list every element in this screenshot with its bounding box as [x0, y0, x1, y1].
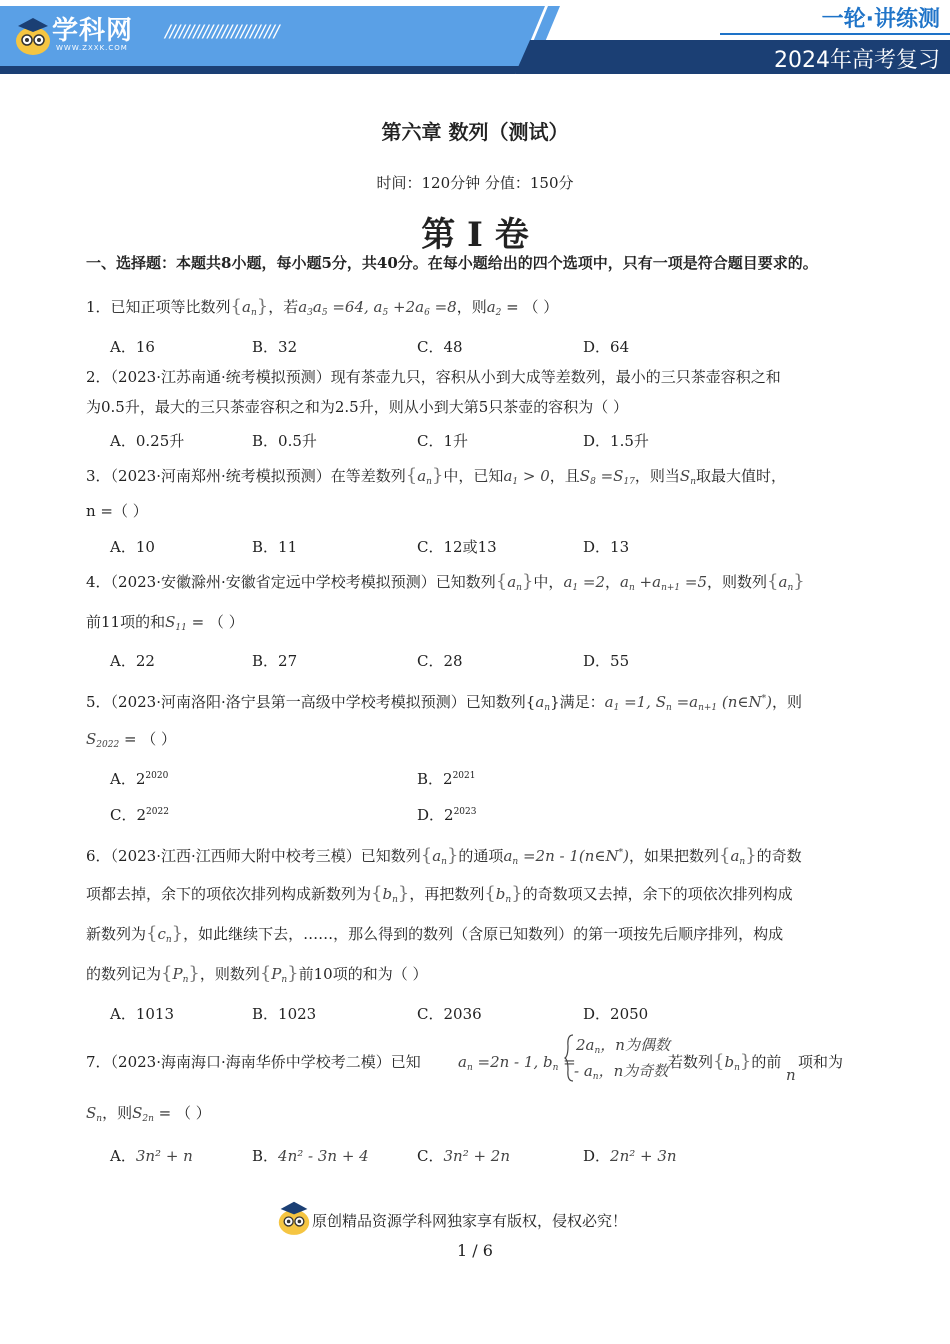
- q7-option-a: A．3n² + n: [110, 1147, 193, 1165]
- q6-option-c: C．2036: [417, 1005, 482, 1023]
- question-7-formula: $a_n =2n - 1$, $b_n$ =: [458, 1053, 576, 1073]
- question-7-suffix: 若数列$\{b_n\}$的前: [668, 1051, 782, 1073]
- question-6-line1: 6．（2023·江西·江西师大附中校考三模）已知数列$\{a_n\}$的通项$a_n =2n$ - 1(n∈N*)，如果把数列$\{a_n\}$的奇数: [86, 845, 802, 867]
- q3-option-d: D．13: [583, 538, 630, 556]
- question-3: 3．（2023·河南郑州·统考模拟预测）在等差数列$\{a_n\}$中，已知$a_1 > 0$，且$S_8 =S_{17}$，则当$S_n$取最大值时，: [86, 465, 786, 487]
- logo-text: 学科网: [52, 16, 134, 46]
- q2-option-d: D．1.5升: [583, 432, 649, 450]
- q7-n-variable: n: [786, 1066, 796, 1084]
- time-info: 时间：120分钟 分值：150分: [376, 174, 574, 192]
- question-2-line1: 2．（2023·江苏南通·统考模拟预测）现有茶壶九只，容积从小到大成等差数列，最小的三只茶壶容积之和: [86, 368, 781, 386]
- q5-option-b: B．$2^{2021}$: [417, 770, 476, 788]
- question-7-line2: $S_n$，则$S_{2n}$ = （ ）: [86, 1104, 211, 1124]
- q1-option-b: B．32: [252, 338, 298, 356]
- section-heading: 一、选择题：本题共8小题，每小题5分，共40分。在每小题给出的四个选项中，只有一项是符合题目要求的。: [86, 254, 818, 272]
- question-6-line4: 的数列记为$\{P_n\}$，则数列$\{P_n\}$前10项的和为（ ）: [86, 963, 428, 985]
- q7-option-c: C．3n² + 2n: [417, 1147, 511, 1165]
- q7-case-odd: - $a_n$，n为奇数: [574, 1062, 669, 1082]
- footer-copyright: 原创精品资源学科网独家享有版权，侵权必究！: [312, 1212, 628, 1230]
- q7-option-d: D．2n² + 3n: [583, 1147, 677, 1165]
- question-2-line2: 为0.5升，最大的三只茶壶容积之和为2.5升，则从小到大第5只茶壶的容积为（ ）: [86, 398, 629, 416]
- question-7-suffix2: 项和为: [798, 1053, 844, 1071]
- q6-option-a: A．1013: [110, 1005, 175, 1023]
- q7-case-even: $2a_n$，n为偶数: [576, 1036, 670, 1056]
- logo-url: WWW.ZXXK.COM: [56, 44, 128, 52]
- q3-option-c: C．12或13: [417, 538, 497, 556]
- header-slashes: ////////////////////////: [165, 22, 279, 42]
- header-tag-bottom: 2024年高考复习: [774, 48, 940, 73]
- q4-option-c: C．28: [417, 652, 463, 670]
- q3-option-a: A．10: [110, 538, 155, 556]
- question-4: 4．（2023·安徽滁州·安徽省定远中学校考模拟预测）已知数列$\{a_n\}$中，$a_1 =2$，$a_n +a_{n+1} =5$，则数列$\{a_n\}$: [86, 571, 805, 593]
- q6-option-b: B．1023: [252, 1005, 317, 1023]
- page-number: 1 / 6: [457, 1241, 493, 1260]
- q2-option-b: B．0.5升: [252, 432, 317, 450]
- question-6-line3: 新数列为$\{c_n\}$，如此继续下去，……，那么得到的数列（含原已知数列）的第一项按先后顺序排列，构成: [86, 923, 784, 945]
- q4-option-b: B．27: [252, 652, 298, 670]
- q5-option-c: C．$2^{2022}$: [110, 806, 169, 824]
- q5-option-d: D．$2^{2023}$: [417, 806, 477, 824]
- page-title: 第六章 数列（测试）: [381, 120, 569, 144]
- question-4-line2: 前11项的和$S_{11}$ = （ ）: [86, 613, 244, 633]
- piecewise-brace-icon: [564, 1034, 574, 1082]
- q6-option-d: D．2050: [583, 1005, 649, 1023]
- footer-mascot-icon: [277, 1198, 311, 1236]
- q2-option-a: A．0.25升: [110, 432, 185, 450]
- q4-option-d: D．55: [583, 652, 630, 670]
- question-7-prefix: 7．（2023·海南海口·海南华侨中学校考二模）已知: [86, 1053, 421, 1071]
- q1-option-d: D．64: [583, 338, 630, 356]
- question-6-line2: 项都去掉，余下的项依次排列构成新数列为$\{b_n\}$，再把数列$\{b_n\}$的奇数项又去掉，余下的项依次排列构成: [86, 883, 793, 905]
- q2-option-c: C．1升: [417, 432, 469, 450]
- q3-option-b: B．11: [252, 538, 298, 556]
- volume-title: 第 I 卷: [421, 215, 529, 255]
- logo-mascot-icon: [14, 14, 52, 56]
- question-3-line2: n =（ ）: [86, 502, 148, 520]
- header-tag-top: 一轮·讲练测: [821, 7, 940, 32]
- q1-option-c: C．48: [417, 338, 463, 356]
- question-5-line2: $S_{2022}$ = （ ）: [86, 730, 177, 750]
- question-1: 1．已知正项等比数列$\{a_n\}$，若$a_3a_5 =64$, $a_5 +2a_6 =8$，则$a_2$ = （ ）: [86, 296, 559, 318]
- q4-option-a: A．22: [110, 652, 155, 670]
- q5-option-a: A．$2^{2020}$: [110, 770, 169, 788]
- q7-option-b: B．4n² - 3n + 4: [252, 1147, 369, 1165]
- question-5: 5．（2023·河南洛阳·洛宁县第一高级中学校考模拟预测）已知数列$\{a_n\}$满足：$a_1 =1$, $S_n =a_{n+1}$ (n∈N*)，则: [86, 693, 803, 713]
- q1-option-a: A．16: [110, 338, 155, 356]
